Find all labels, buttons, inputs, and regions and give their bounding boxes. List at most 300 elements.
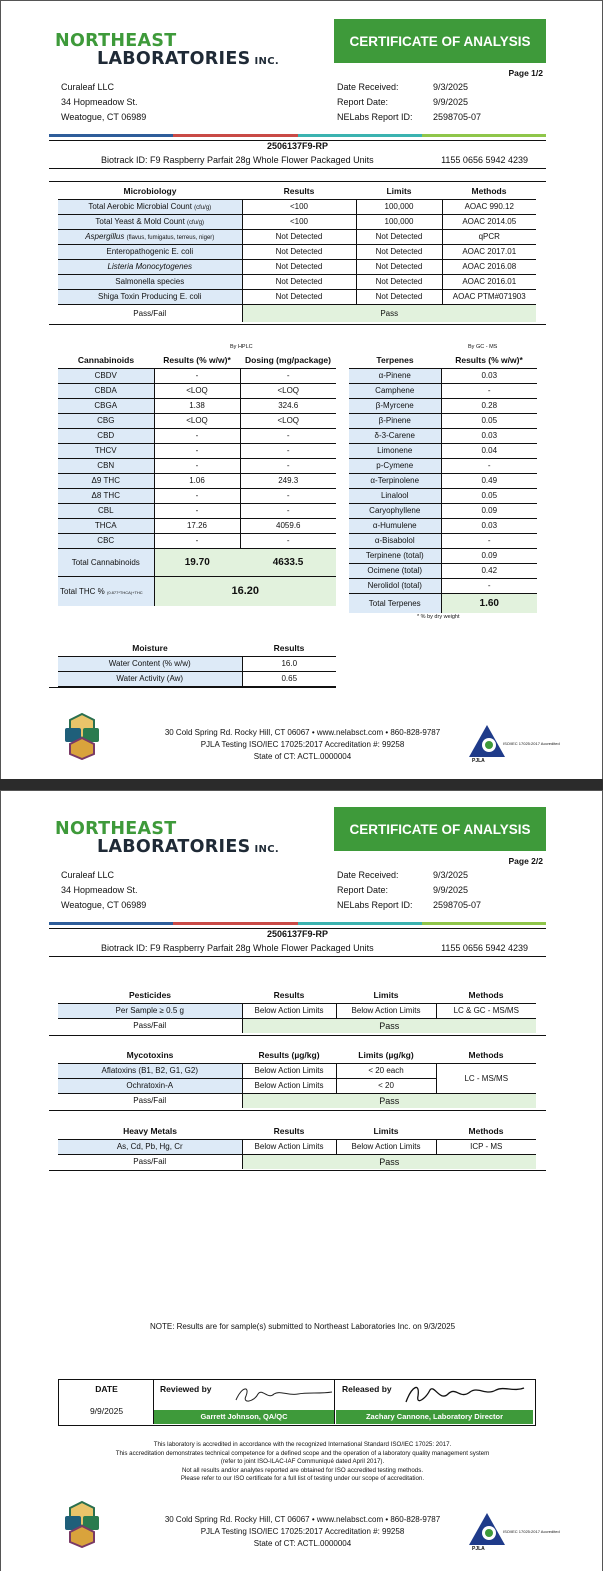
passfail-row xyxy=(58,1154,536,1169)
micro-analyte-name: Aspergillus xyxy=(85,232,125,241)
metals-limit: Below Action Limits xyxy=(336,1139,436,1154)
terpene-name: Limonene xyxy=(349,443,441,458)
disclaimer-line: This laboratory is accredited in accordance with the recognized International Standard ISO/IEC 17025: 2017. xyxy=(153,1441,452,1448)
table-row xyxy=(58,214,536,229)
report-id-label: NELabs Report ID: xyxy=(337,112,413,122)
divider xyxy=(49,1170,546,1171)
logo-suffix: INC. xyxy=(254,844,279,855)
micro-header-methods: Methods xyxy=(471,186,507,197)
client-name: Curaleaf LLC xyxy=(61,870,115,880)
cannabinoid-name: CBD xyxy=(58,428,154,443)
signoff-date-cell xyxy=(59,1380,154,1424)
terpene-name: β-Pinene xyxy=(349,413,441,428)
table-row xyxy=(58,443,336,458)
micro-result: <100 xyxy=(242,199,356,214)
table-row xyxy=(349,473,537,488)
divider xyxy=(49,140,546,141)
cannabinoid-dose: - xyxy=(286,536,290,545)
terpene-name: p-Cymene xyxy=(349,458,441,473)
table-row xyxy=(349,413,537,428)
cann-header-name: Cannabinoids xyxy=(77,355,135,366)
pjla-triangle-icon xyxy=(467,723,507,759)
moisture-table xyxy=(58,641,336,687)
cann-header-dosing: Dosing (mg/package) xyxy=(245,355,331,366)
table-row xyxy=(58,368,336,383)
terpene-name: α-Pinene xyxy=(349,368,441,383)
table-row xyxy=(58,259,536,274)
micro-method: qPCR xyxy=(478,232,500,241)
certificate-page-2 xyxy=(0,790,603,1571)
moisture-result: 16.0 xyxy=(281,659,298,668)
cannabinoid-result: - xyxy=(154,458,240,473)
passfail-value: Pass xyxy=(242,1018,536,1033)
reviewer-signature-icon xyxy=(228,1382,338,1408)
micro-header-results: Results xyxy=(283,186,315,197)
table-row xyxy=(58,289,536,304)
table-row xyxy=(58,413,336,428)
color-stripe xyxy=(49,922,546,925)
cannabinoid-name: THCV xyxy=(58,443,154,458)
table-row xyxy=(58,383,336,398)
report-date: 9/9/2025 xyxy=(433,97,469,107)
passfail-value: Pass xyxy=(242,1093,536,1108)
terpene-result: 0.49 xyxy=(481,476,498,485)
table-row xyxy=(349,578,537,593)
cannabinoid-name: CBL xyxy=(58,503,154,518)
table-row xyxy=(349,443,537,458)
table-row xyxy=(349,428,537,443)
gcms-note: By GC - MS xyxy=(468,344,498,350)
terpene-result: 0.28 xyxy=(481,401,498,410)
released-cell xyxy=(336,1380,534,1424)
pest-limit: Below Action Limits xyxy=(336,1003,436,1018)
metals-result: Below Action Limits xyxy=(242,1139,336,1154)
submission-note: NOTE: Results are for sample(s) submitted to Northeast Laboratories Inc. on 9/3/2025 xyxy=(149,1322,456,1331)
terpene-result: 0.09 xyxy=(481,551,498,560)
terpene-name: δ-3-Carene xyxy=(349,428,441,443)
reviewer-name: Garrett Johnson, QA/QC xyxy=(154,1410,334,1424)
report-id: 2598705-07 xyxy=(433,112,482,122)
table-row xyxy=(58,274,536,289)
report-meta xyxy=(337,868,481,913)
terpene-result: 0.05 xyxy=(481,416,498,425)
table-row xyxy=(349,383,537,398)
metals-header-methods: Methods xyxy=(468,1126,504,1137)
table-row xyxy=(58,488,336,503)
table-row xyxy=(58,671,336,686)
micro-method: AOAC 2017.01 xyxy=(462,247,517,256)
metals-analyte: As, Cd, Pb, Hg, Cr xyxy=(58,1139,242,1154)
micro-limit: Not Detected xyxy=(356,229,442,244)
cannabinoid-result: - xyxy=(154,488,240,503)
micro-method: AOAC PTM#071903 xyxy=(452,292,526,301)
accreditation-disclaimer xyxy=(1,1441,603,1484)
cannabinoid-result: - xyxy=(154,443,240,458)
report-date: 9/9/2025 xyxy=(433,885,469,895)
terpene-name: Nerolidol (total) xyxy=(349,578,441,593)
myco-analyte: Ochratoxin-A xyxy=(58,1078,242,1093)
table-row xyxy=(58,428,336,443)
myco-method: LC - MS/MS xyxy=(464,1073,509,1083)
total-cannabinoids-row xyxy=(58,548,336,576)
dry-weight-note: * % by dry weight xyxy=(417,614,460,620)
cann-header-results: Results (% w/w)* xyxy=(163,355,231,366)
terpene-result: - xyxy=(487,461,491,470)
myco-limit: < 20 each xyxy=(336,1063,436,1078)
date-received: 9/3/2025 xyxy=(433,82,469,92)
date-received-label: Date Received: xyxy=(337,870,399,880)
logo-suffix: INC. xyxy=(254,56,279,67)
microbiology-table xyxy=(58,184,536,322)
biotrack-number: 1155 0656 5942 4239 xyxy=(441,155,528,165)
myco-analyte: Aflatoxins (B1, B2, G1, G2) xyxy=(58,1063,242,1078)
signoff-date-label: DATE xyxy=(95,1384,118,1394)
terpene-name: Caryophyllene xyxy=(349,503,441,518)
divider xyxy=(49,1110,546,1111)
cannabinoid-dose: - xyxy=(286,506,290,515)
cannabinoid-dose: - xyxy=(286,491,290,500)
divider xyxy=(49,1035,546,1036)
micro-analyte xyxy=(58,214,242,229)
cannabinoid-dose: 324.6 xyxy=(278,401,299,410)
cannabinoid-name: THCA xyxy=(58,518,154,533)
pesticides-table xyxy=(58,988,536,1033)
metals-header-limits: Limits xyxy=(373,1126,399,1137)
micro-result: Not Detected xyxy=(242,289,356,304)
terpene-name: β-Myrcene xyxy=(349,398,441,413)
report-date-label: Report Date: xyxy=(337,97,389,107)
terpene-result: 0.05 xyxy=(481,491,498,500)
footer-address: 30 Cold Spring Rd. Rocky Hill, CT 06067 • www.nelabsct.com • 860-828-9787 xyxy=(164,728,441,737)
myco-header-methods: Methods xyxy=(468,1050,504,1061)
myco-header-limits: Limits (µg/kg) xyxy=(358,1050,414,1061)
footer-state: State of CT: ACTL.0000004 xyxy=(253,1539,352,1548)
micro-analyte-name: Listeria Monocytogenes xyxy=(58,259,242,274)
logo-word: LABORATORIES xyxy=(97,49,251,69)
pjla-label: PJLA xyxy=(472,758,485,764)
micro-result: Not Detected xyxy=(242,259,356,274)
passfail-row xyxy=(58,1018,536,1033)
client-address xyxy=(61,868,146,913)
myco-limit: < 20 xyxy=(336,1078,436,1093)
report-date-label: Report Date: xyxy=(337,885,389,895)
micro-analyte-name: Shiga Toxin Producing E. coli xyxy=(58,289,242,304)
table-row xyxy=(58,199,536,214)
certificate-page-1 xyxy=(0,0,603,779)
micro-analyte-name: Total Yeast & Mold Count xyxy=(95,217,185,226)
pest-header-limits: Limits xyxy=(373,990,399,1001)
terpene-result: 0.09 xyxy=(481,506,498,515)
table-row xyxy=(58,533,336,548)
terpene-result: 0.42 xyxy=(481,566,498,575)
micro-limit: Not Detected xyxy=(356,274,442,289)
biotrack-id: Biotrack ID: F9 Raspberry Parfait 28g Whole Flower Packaged Units xyxy=(101,943,374,953)
total-cannabinoids-dose: 4633.5 xyxy=(240,548,336,576)
myco-header-results: Results (µg/kg) xyxy=(258,1050,320,1061)
moisture-header-name: Moisture xyxy=(132,643,168,654)
pjla-label: PJLA xyxy=(472,1546,485,1552)
micro-limit: Not Detected xyxy=(356,289,442,304)
passfail-label: Pass/Fail xyxy=(58,1018,242,1033)
table-row xyxy=(58,1139,536,1154)
cannabinoid-name: Δ8 THC xyxy=(58,488,154,503)
myco-result: Below Action Limits xyxy=(242,1063,336,1078)
reviewed-label: Reviewed by xyxy=(160,1384,212,1394)
passfail-value: Pass xyxy=(242,1154,536,1169)
cannabinoid-result: 1.38 xyxy=(154,398,240,413)
releaser-name: Zachary Cannone, Laboratory Director xyxy=(336,1410,533,1424)
client-city: Weatogue, CT 06989 xyxy=(61,112,147,122)
micro-analyte xyxy=(58,199,242,214)
table-row xyxy=(58,503,336,518)
divider xyxy=(49,181,546,182)
terpene-result: 0.03 xyxy=(481,371,498,380)
terpene-name: Ocimene (total) xyxy=(349,563,441,578)
table-row xyxy=(349,548,537,563)
table-row xyxy=(58,473,336,488)
pjla-logo xyxy=(467,1511,560,1555)
company-logo xyxy=(55,819,295,863)
cannabinoid-name: CBG xyxy=(58,413,154,428)
table-row xyxy=(349,368,537,383)
table-row xyxy=(58,656,336,671)
pjla-logo xyxy=(467,723,560,767)
passfail-label: Pass/Fail xyxy=(58,304,242,322)
released-label: Released by xyxy=(342,1384,392,1394)
moisture-header-results: Results xyxy=(273,643,305,654)
metals-method: ICP - MS xyxy=(470,1142,503,1151)
disclaimer-line: Please refer to our ISO certificate for a full list of testing under our scope of accreditation. xyxy=(180,1475,425,1482)
table-row xyxy=(349,398,537,413)
total-thc-label-text: Total THC % xyxy=(60,586,105,596)
table-row xyxy=(58,244,536,259)
signoff-table xyxy=(58,1379,536,1426)
metals-header-name: Heavy Metals xyxy=(123,1126,177,1137)
micro-method: AOAC 990.12 xyxy=(464,202,514,211)
micro-analyte-unit: (cfu/g) xyxy=(187,220,205,226)
micro-limit: 100,000 xyxy=(356,214,442,229)
report-id: 2598705-07 xyxy=(433,900,482,910)
logo-line-bottom xyxy=(97,49,279,69)
cannabinoid-dose: 249.3 xyxy=(278,476,299,485)
logo-line-bottom xyxy=(97,837,279,857)
micro-header-name: Microbiology xyxy=(123,186,177,197)
table-row xyxy=(58,458,336,473)
micro-analyte-name: Enteropathogenic E. coli xyxy=(58,244,242,259)
client-street: 34 Hopmeadow St. xyxy=(61,97,138,107)
micro-limit: Not Detected xyxy=(356,244,442,259)
releaser-signature-icon xyxy=(400,1380,530,1410)
terp-header-name: Terpenes xyxy=(376,355,414,366)
passfail-label: Pass/Fail xyxy=(58,1154,242,1169)
table-row xyxy=(349,503,537,518)
table-row xyxy=(58,229,536,244)
total-terpenes-value: 1.60 xyxy=(441,593,537,613)
date-received: 9/3/2025 xyxy=(433,870,469,880)
page-gap xyxy=(0,779,603,790)
terpene-result: - xyxy=(487,386,491,395)
pest-header-results: Results xyxy=(273,990,305,1001)
company-logo xyxy=(55,31,295,75)
terpene-name: Linalool xyxy=(349,488,441,503)
micro-result: <100 xyxy=(242,214,356,229)
footer-accreditation: PJLA Testing ISO/IEC 17025:2017 Accreditation #: 99258 xyxy=(200,740,405,749)
terpene-result: - xyxy=(487,536,491,545)
cannabinoid-dose: <LOQ xyxy=(277,386,300,395)
cannabinoid-result: - xyxy=(154,533,240,548)
disclaimer-line: (refer to joint ISO-ILAC-IAF Communiqué dated April 2017). xyxy=(220,1458,385,1465)
terpene-name: Terpinene (total) xyxy=(349,548,441,563)
report-id-label: NELabs Report ID: xyxy=(337,900,413,910)
pest-result: Below Action Limits xyxy=(242,1003,336,1018)
micro-header-limits: Limits xyxy=(386,186,412,197)
cannabinoids-table xyxy=(58,353,336,606)
cannabinoid-dose: - xyxy=(286,446,290,455)
coa-banner: CERTIFICATE OF ANALYSIS xyxy=(334,19,546,63)
micro-result: Not Detected xyxy=(242,274,356,289)
micro-result: Not Detected xyxy=(242,229,356,244)
total-cannabinoids-label: Total Cannabinoids xyxy=(58,548,154,576)
cannabinoid-result: - xyxy=(154,428,240,443)
moisture-analyte: Water Activity (Aw) xyxy=(58,671,242,686)
date-received-label: Date Received: xyxy=(337,82,399,92)
client-city: Weatogue, CT 06989 xyxy=(61,900,147,910)
terpene-result: 0.03 xyxy=(481,521,498,530)
coa-banner: CERTIFICATE OF ANALYSIS xyxy=(334,807,546,851)
table-row xyxy=(349,533,537,548)
logo-line-top: NORTHEAST xyxy=(55,31,177,51)
biotrack-row xyxy=(49,155,546,169)
iso-label: ISO/IEC 17025:2017 Accredited xyxy=(503,741,560,746)
table-row xyxy=(58,1063,536,1078)
table-row xyxy=(58,518,336,533)
report-meta xyxy=(337,80,481,125)
total-cannabinoids-result: 19.70 xyxy=(154,548,240,576)
cannabinoid-result: - xyxy=(154,503,240,518)
footer-address: 30 Cold Spring Rd. Rocky Hill, CT 06067 • www.nelabsct.com • 860-828-9787 xyxy=(164,1515,441,1524)
passfail-label: Pass/Fail xyxy=(58,1093,242,1108)
client-name: Curaleaf LLC xyxy=(61,82,115,92)
mycotoxins-table xyxy=(58,1048,536,1108)
signoff-date: 9/9/2025 xyxy=(89,1406,124,1416)
cannabinoid-name: Δ9 THC xyxy=(58,473,154,488)
footer-state: State of CT: ACTL.0000004 xyxy=(253,752,352,761)
terpenes-table xyxy=(349,353,537,613)
pest-header-methods: Methods xyxy=(468,990,504,1001)
table-row xyxy=(58,1003,536,1018)
pest-analyte: Per Sample ≥ 0.5 g xyxy=(58,1003,242,1018)
sample-id: 2506137F9-RP xyxy=(266,929,329,939)
biotrack-number: 1155 0656 5942 4239 xyxy=(441,943,528,953)
total-terpenes-label: Total Terpenes xyxy=(349,593,441,613)
total-thc-formula: (0.877*THCA)+THC xyxy=(107,589,143,595)
biotrack-id: Biotrack ID: F9 Raspberry Parfait 28g Whole Flower Packaged Units xyxy=(101,155,374,165)
terpene-name: α-Humulene xyxy=(349,518,441,533)
footer-accreditation: PJLA Testing ISO/IEC 17025:2017 Accreditation #: 99258 xyxy=(200,1527,405,1536)
divider xyxy=(49,324,546,325)
pest-method: LC & GC - MS/MS xyxy=(453,1006,519,1015)
divider xyxy=(49,687,336,688)
client-street: 34 Hopmeadow St. xyxy=(61,885,138,895)
cannabinoid-name: CBDV xyxy=(58,368,154,383)
micro-limit: 100,000 xyxy=(356,199,442,214)
cannabinoid-result: <LOQ xyxy=(154,383,240,398)
terpene-result: - xyxy=(487,581,491,590)
cannabinoid-dose: <LOQ xyxy=(277,416,300,425)
reviewed-cell xyxy=(154,1380,335,1424)
cannabinoid-name: CBC xyxy=(58,533,154,548)
micro-analyte-name: Salmonella species xyxy=(58,274,242,289)
hplc-note: By HPLC xyxy=(230,344,253,350)
moisture-analyte: Water Content (% w/w) xyxy=(58,656,242,671)
micro-result: Not Detected xyxy=(242,244,356,259)
table-row xyxy=(349,563,537,578)
total-thc-value: 16.20 xyxy=(154,576,336,606)
cannabinoid-result: - xyxy=(154,368,240,383)
client-address xyxy=(61,80,146,125)
cannabinoid-result: 17.26 xyxy=(154,518,240,533)
cannabinoid-result: 1.06 xyxy=(154,473,240,488)
cannabinoid-name: CBN xyxy=(58,458,154,473)
table-row xyxy=(349,458,537,473)
moisture-result: 0.65 xyxy=(281,674,298,683)
cannabinoid-dose: - xyxy=(286,431,290,440)
micro-analyte-unit: (flavus, fumigatus, terreus, niger) xyxy=(126,235,215,241)
micro-analyte-name: Total Aerobic Microbial Count xyxy=(88,202,192,211)
passfail-value: Pass xyxy=(242,304,536,322)
micro-limit: Not Detected xyxy=(356,259,442,274)
terpene-name: Camphene xyxy=(349,383,441,398)
logo-line-top: NORTHEAST xyxy=(55,819,177,839)
table-row xyxy=(58,398,336,413)
micro-method: AOAC 2016.08 xyxy=(462,262,517,271)
passfail-row xyxy=(58,304,536,322)
myco-result: Below Action Limits xyxy=(242,1078,336,1093)
terpene-result: 0.04 xyxy=(481,446,498,455)
micro-analyte-unit: (cfu/g) xyxy=(194,205,212,211)
cannabinoid-name: CBDA xyxy=(58,383,154,398)
page-number: Page 1/2 xyxy=(508,68,543,78)
passfail-row xyxy=(58,1093,536,1108)
sample-id: 2506137F9-RP xyxy=(266,141,329,151)
terpene-name: α-Terpinolene xyxy=(349,473,441,488)
logo-word: LABORATORIES xyxy=(97,837,251,857)
disclaimer-line: This accreditation demonstrates technical competence for a defined scope and the operation of a laboratory quality management system xyxy=(115,1449,490,1457)
total-thc-row xyxy=(58,576,336,606)
color-stripe xyxy=(49,134,546,137)
pest-header-name: Pesticides xyxy=(128,990,172,1001)
terpene-name: α-Bisabolol xyxy=(349,533,441,548)
iso-label: ISO/IEC 17025:2017 Accredited xyxy=(503,1529,560,1534)
cannabinoid-dose: - xyxy=(286,371,290,380)
pjla-triangle-icon xyxy=(467,1511,507,1547)
page-number: Page 2/2 xyxy=(508,856,543,866)
micro-method: AOAC 2016.01 xyxy=(462,277,517,286)
metals-header-results: Results xyxy=(273,1126,305,1137)
cannabinoid-dose: - xyxy=(286,461,290,470)
cannabinoid-name: CBGA xyxy=(58,398,154,413)
total-thc-label xyxy=(58,576,154,606)
terpene-result: 0.03 xyxy=(481,431,498,440)
table-row xyxy=(349,518,537,533)
cannabinoid-result: <LOQ xyxy=(154,413,240,428)
terp-header-results: Results (% w/w)* xyxy=(455,355,523,366)
biotrack-row xyxy=(49,943,546,957)
heavy-metals-table xyxy=(58,1124,536,1169)
cannabinoid-dose: 4059.6 xyxy=(276,521,301,530)
total-terpenes-row xyxy=(349,593,537,613)
micro-analyte xyxy=(58,229,242,244)
